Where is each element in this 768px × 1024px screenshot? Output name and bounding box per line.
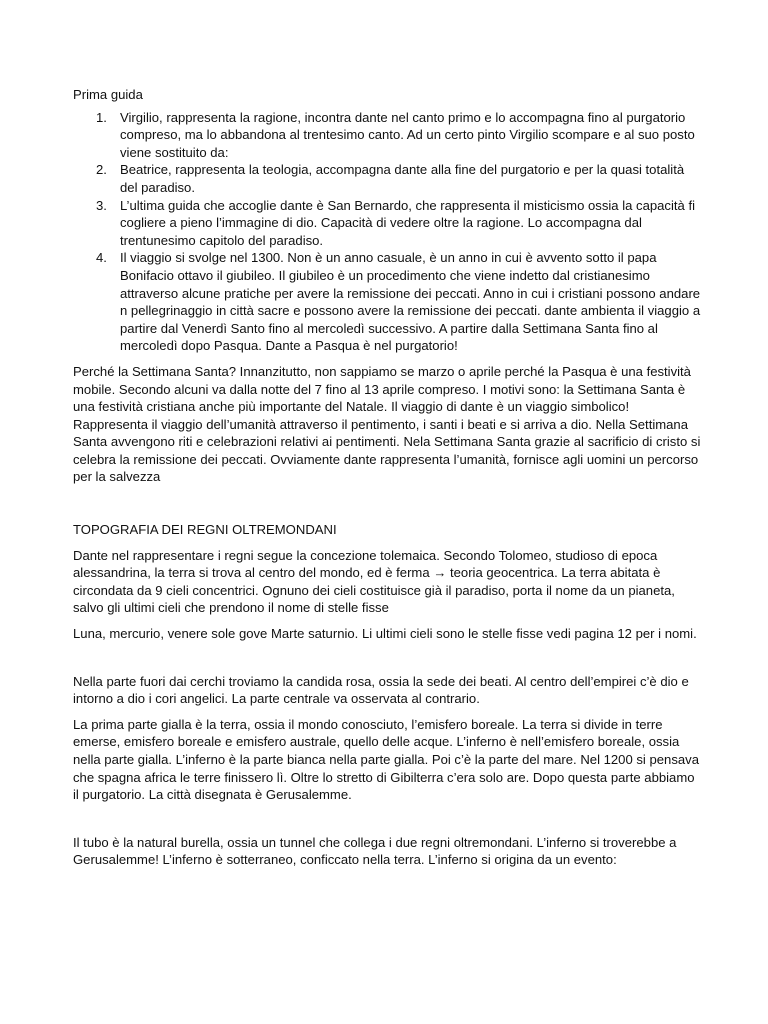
list-item-text: Il viaggio si svolge nel 1300. Non è un anno casuale, è un anno in cui è avvento sotto il papa Bonifacio ottavo il giubileo. Il giubileo è un procedimento che viene indetto dal cristianesimo attraverso alcune pratiche per avere la remissione dei peccati. Anno in cui i cristiani possono andare n pellegrinaggio in città sacre e possono avere la remissione dei peccati. dante ambienta il viaggio a partire dal Venerdì Santo fino al mercoledì successivo. A partire dalla Settimana Santa fino al mercoledì dopo Pasqua. Dante a Pasqua è nel purgatorio! bbox=[120, 250, 701, 354]
spacer bbox=[73, 651, 701, 673]
list-item-text: L’ultima guida che accoglie dante è San Bernardo, che rappresenta il misticismo ossia la capacità fi cogliere a pieno l’immagine di dio. Capacità di vedere oltre la ragione. Lo accompagna dal trentunesimo capitolo del paradiso. bbox=[120, 197, 695, 248]
paragraph-settimana-santa: Perché la Settimana Santa? Innanzitutto, non sappiamo se marzo o aprile perché la Pasqua è una festività mobile. Secondo alcuni va dalla notte del 7 fino al 13 aprile compreso. I motivi sono: la Settimana Santa è una festività cristiana anche più importante del Natale. Il viaggio di dante è un viaggio simbolico! Rappresenta il viaggio dell’umanità attraverso il pentimento, i santi i beati e si arriva a dio. Nella Settimana Santa avvengono riti e celebrazioni relativi ai pentimenti. Nela Settimana Santa grazie al sacrificio di cristo si celebra la remissione dei peccati. Ovviamente dante rappresenta l’umanità, fornisce agli uomini un percorso per la salvezza bbox=[73, 363, 701, 485]
list-item bbox=[73, 249, 701, 355]
spacer bbox=[73, 494, 701, 521]
document-page bbox=[73, 86, 701, 877]
spacer bbox=[73, 812, 701, 834]
paragraph-pianeti: Luna, mercurio, venere sole gove Marte saturnio. Li ultimi cieli sono le stelle fisse vedi pagina 12 per i nomi. bbox=[73, 626, 697, 642]
list-item bbox=[73, 161, 701, 196]
section-heading-topografia: TOPOGRAFIA DEI REGNI OLTREMONDANI bbox=[73, 522, 337, 538]
list-item-text: Virgilio, rappresenta la ragione, incontra dante nel canto primo e lo accompagna fino al purgatorio compreso, ma lo abbandona al trentesimo canto. Ad un certo pinto Virgilio scompare e al suo posto viene sostituito da: bbox=[120, 109, 695, 160]
list-item bbox=[73, 197, 701, 250]
list-item bbox=[73, 109, 701, 162]
paragraph-natural-burella: Il tubo è la natural burella, ossia un tunnel che collega i due regni oltremondani. L’inferno si troverebbe a Gerusalemme! L’inferno è sotterraneo, conficcato nella terra. L’inferno si origina da un evento: bbox=[73, 834, 677, 868]
paragraph-parte-gialla: La prima parte gialla è la terra, ossia il mondo conosciuto, l’emisfero boreale. La terra si divide in terre emerse, emisfero boreale e emisfero australe, quello delle acque. L’inferno è nell’emisfero boreale, ossia nella parte gialla. L’inferno è la parte bianca nella parte gialla. Poi c’è la parte del mare. Nel 1200 si pensava che spagna africa le terre finissero lì. Oltre lo stretto di Gibilterra c’era solo are. Dopo questa parte abbiamo il purgatorio. La città disegnata è Gerusalemme. bbox=[73, 716, 699, 803]
list-item-number: 3. bbox=[96, 197, 107, 213]
list-item-number: 4. bbox=[96, 250, 107, 266]
section-heading-prima-guida: Prima guida bbox=[73, 87, 143, 102]
paragraph-tolomeo: Dante nel rappresentare i regni segue la concezione tolemaica. Secondo Tolomeo, studioso di epoca alessandrina, la terra si trova al centro del mondo, ed è ferma → teoria geocentrica. La terra abitata è circondata da 9 cieli concentrici. Ognuno dei cieli costituisce già il paradiso, porta il nome da un pianeta, salvo gli ultimi cieli che prendono il nome di stelle fisse bbox=[73, 547, 675, 616]
list-item-number: 2. bbox=[96, 162, 107, 178]
guides-list bbox=[73, 109, 701, 355]
paragraph-candida-rosa: Nella parte fuori dai cerchi troviamo la candida rosa, ossia la sede dei beati. Al centro dell’empirei c’è dio e intorno a dio i cori angelici. La parte centrale va osservata al contrario. bbox=[73, 673, 689, 707]
list-item-number: 1. bbox=[96, 109, 107, 125]
list-item-text: Beatrice, rappresenta la teologia, accompagna dante alla fine del purgatorio e per la quasi totalità del paradiso. bbox=[120, 162, 685, 195]
